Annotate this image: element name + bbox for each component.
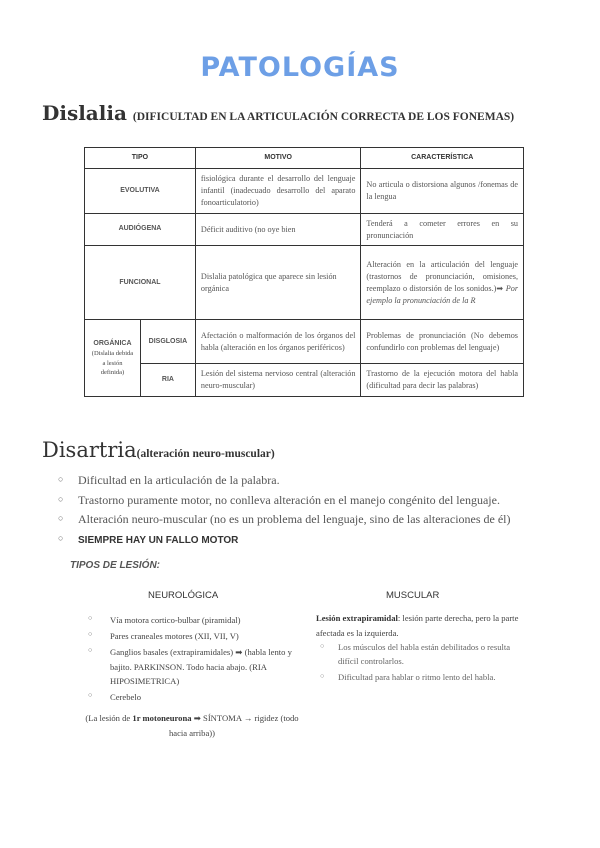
tipo-organica: [85, 320, 141, 397]
muscular-heading: MUSCULAR: [386, 590, 440, 601]
header-motivo: MOTIVO: [195, 148, 361, 169]
motoneurona-note: [82, 711, 302, 741]
table-row: [85, 246, 524, 320]
tipo-audiogena: AUDIÓGENA: [85, 213, 196, 246]
circle-bullet-icon: ○: [58, 474, 64, 484]
circle-bullet-icon: ○: [320, 671, 325, 680]
dislalia-heading: [42, 100, 514, 127]
caracteristica-evolutiva: No articula o distorsiona algunos /fonemas de la lengua: [361, 169, 524, 214]
caracteristica-funcional: [361, 246, 524, 320]
ganglios-detail: ➡ (habla lento y bajito. PARKINSON. Todo hacia abajo. (RIA HIPOSIMETRICA): [110, 647, 292, 686]
tipo-ria: RIA: [140, 364, 195, 397]
tipo-funcional: FUNCIONAL: [85, 246, 196, 320]
muscular-intro-bold: Lesión extrapiramidal: [316, 613, 398, 623]
list-item-text: Dificultad en la articulación de la palabra.: [78, 473, 280, 487]
caracteristica-disglosia: Problemas de pronunciación (No debemos confundirlo con problemas del lenguaje): [361, 320, 524, 364]
circle-bullet-icon: ○: [58, 513, 64, 523]
list-item-text: Dificultad para hablar o ritmo lento del habla.: [338, 671, 496, 682]
list-item: [88, 629, 293, 643]
list-item: [58, 512, 578, 532]
motivo-audiogena: Déficit auditivo (no oye bien: [195, 213, 361, 246]
caracteristica-audiogena: Tenderá a cometer errores en su pronunciación: [361, 213, 524, 246]
tipo-organica-sub: (Dislalia debida a lesión definida): [91, 350, 134, 377]
motivo-disglosia: Afectación o malformación de los órganos del habla (alteración en los órganos periféricos): [195, 320, 361, 364]
list-item-text: Pares craneales motores (XII, VII, V): [110, 631, 239, 642]
list-item-text: Vía motora cortico-bulbar (piramidal): [110, 615, 241, 625]
dislalia-table: [84, 147, 524, 397]
list-item-text: Ganglios basales (extrapiramidales): [110, 647, 234, 658]
caracteristica-funcional-text: Alteración en la articulación del lenguaje (trastornos de pronunciación, omisiones, reemplazo o distorsión de los sonidos.): [366, 260, 518, 293]
motivo-funcional: Dislalia patológica que aparece sin lesión orgánica: [195, 246, 361, 320]
caracteristica-ria: Trastorno de la ejecución motora del habla (dificultad para decir las palabras): [361, 364, 524, 397]
list-item-text: SIEMPRE HAY UN FALLO MOTOR: [78, 534, 239, 546]
circle-bullet-icon: ○: [320, 642, 325, 650]
disartria-heading: [42, 437, 275, 464]
muscular-intro-text: : lesión parte derecha, pero la parte afectada es la izquierda.: [316, 613, 519, 639]
list-item-text: Alteración neuro-muscular (no es un problema del lenguaje, sino de las alteraciones de él): [78, 512, 511, 526]
tipo-organica-label: ORGÁNICA: [93, 340, 132, 348]
table-row: [85, 213, 524, 246]
list-item: [88, 645, 293, 688]
list-item-text: Trastorno puramente motor, no conlleva alteración en el manejo congénito del lenguaje.: [78, 492, 500, 507]
tipo-evolutiva: EVOLUTIVA: [85, 169, 196, 214]
motivo-ria: Lesión del sistema nervioso central (alteración neuro-muscular): [195, 364, 361, 397]
list-item: [58, 473, 578, 493]
circle-bullet-icon: ○: [88, 614, 93, 622]
circle-bullet-icon: ○: [88, 646, 93, 655]
motivo-evolutiva: fisiológica durante el desarrollo del lenguaje infantil (inadecuado desarrollo del aparato fonoarticulatorio): [195, 169, 361, 214]
list-item: [320, 641, 525, 669]
list-item: [58, 493, 578, 513]
list-item: [320, 671, 525, 685]
dislalia-title: Dislalia: [42, 101, 127, 125]
funcional-example: Por ejemplo la pronunciación de la R: [366, 283, 518, 305]
list-item: [58, 532, 578, 552]
table-row: [85, 320, 524, 364]
note-rest: ➡ SÍNTOMA → rigidez (todo hacia arriba)): [168, 713, 299, 739]
disartria-subtitle: (alteración neuro-muscular): [136, 448, 275, 460]
neurologica-list: [88, 613, 293, 706]
muscular-intro: [316, 611, 521, 641]
list-item: [88, 690, 293, 704]
disartria-bullets: [58, 473, 578, 551]
muscular-list: [320, 641, 525, 686]
note-bold: 1r motoneurona: [132, 713, 192, 723]
tipos-lesion-heading: TIPOS DE LESIÓN:: [70, 560, 161, 571]
circle-bullet-icon: ○: [58, 532, 64, 543]
table-header-row: [85, 148, 524, 169]
table-row: [85, 169, 524, 214]
circle-bullet-icon: ○: [88, 690, 93, 699]
table-row: [85, 364, 524, 397]
disartria-title: Disartria: [42, 438, 137, 462]
page-title: PATOLOGÍAS: [200, 52, 400, 83]
circle-bullet-icon: ○: [88, 630, 93, 639]
circle-bullet-icon: ○: [58, 493, 64, 504]
header-tipo: TIPO: [85, 148, 196, 169]
list-item: [88, 613, 293, 627]
list-item-text: Cerebelo: [110, 691, 142, 702]
arrow-icon: ➡: [496, 283, 504, 293]
header-caracteristica: CARACTERÍSTICA: [361, 148, 524, 169]
note-prefix: (La lesión de: [85, 713, 131, 723]
list-item-text: Los músculos del habla están debilitados o resulta difícil controlarlos.: [338, 642, 511, 666]
dislalia-subtitle: (DIFICULTAD EN LA ARTICULACIÓN CORRECTA DE LOS FONEMAS): [132, 111, 515, 123]
neurologica-heading: NEUROLÓGICA: [148, 590, 219, 601]
tipo-disglosia: DISGLOSIA: [140, 320, 195, 364]
